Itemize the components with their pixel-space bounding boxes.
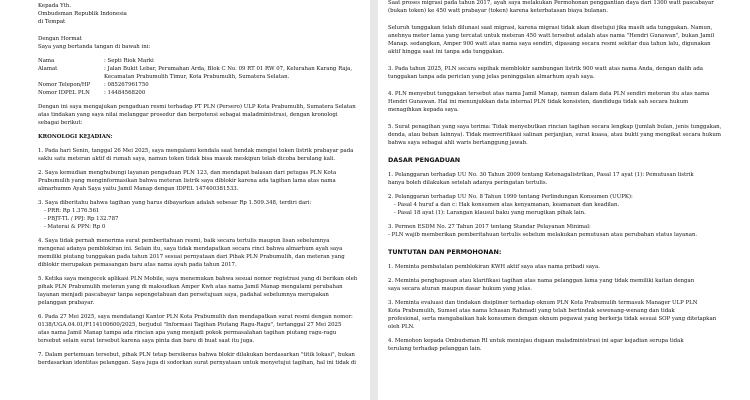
body-line: anehnya meter lama yang tercatat untuk meteran 450 watt tersebut adalah atas nama "Hendri Gunawan", bukan Jamil bbox=[388, 33, 715, 39]
recipient-address-line: di Tempat bbox=[38, 19, 66, 25]
chronology-item-line: 2. Saya kemudian menghubungi layanan pengaduan PLN 123, dan mendapat balasan dari petugas PLN Kota bbox=[38, 170, 337, 176]
identity-key: Nama bbox=[38, 58, 55, 64]
chronology-item-line: bahwa saya sebagai ahli waris bertanggung jawab. bbox=[388, 140, 528, 146]
spacer bbox=[388, 56, 740, 65]
body-line: Manap. sedangkan, Amper 900 watt atas nama saya sendiri, dipasang secara resmi sekitar dua tahun lalu, digunakan bbox=[388, 41, 711, 47]
basis-item-line: 3. Permen ESDM No. 27 Tahun 2017 tentang Standar Pelayanan Minimal: bbox=[388, 224, 591, 230]
spacer bbox=[388, 147, 740, 156]
chronology-item-line: 6. Pada 27 Mei 2025, saya mendatangi Kantor PLN Kota Prabumulih dan mendapatkan surat resmi dengan nomor: bbox=[38, 314, 353, 320]
identity-key bbox=[38, 73, 104, 81]
demand-item-line: profesional, serta mengabaikan hak konsumen dengan oknum pegawai yang berkerja tidak sesuai SOP yang ditetapkan bbox=[388, 316, 717, 322]
chronology-item-line: atas nama Jamil Manap tampa ada rincian apa yang menjadi pokok permasalahan tagihan piutang ragu-ragu bbox=[38, 330, 337, 336]
identity-row bbox=[38, 57, 362, 65]
bill-breakdown-line: - PRR: Rp 1.376.561 bbox=[44, 208, 100, 214]
chronology-item-line: pelanggan prabayar. bbox=[38, 300, 95, 306]
chronology-item-line: saklu satu meteran aktif di rumah saya, namun token tidak bisa masuk meskipun telah dicoba berulang kali. bbox=[38, 156, 336, 162]
letter-page-left bbox=[0, 0, 370, 400]
chronology-item-line: memiliki piutang tunggakan pada tahun 2017 sesuai pernyataan dari Pihak PLN Prabumulih, dan meteran yang bbox=[38, 254, 345, 260]
chronology-item-line: mengenai adanya pemblokiran ini. Selain itu, saya tidak mendapatkan secara rinci bahwa almarhum ayah saya bbox=[38, 246, 343, 252]
identity-row bbox=[38, 89, 362, 97]
basis-item-line: - PLN wajib memberikan pemberitahuan tertulis sebelum melakukan pemutusan atau perubahan status layanan. bbox=[388, 232, 698, 238]
body-line: Seluruh tunggakan telah dilunasi saat migrasi, karena migrasi tidak akan disetujui jika masih ada tunggakan. Namun, bbox=[388, 25, 713, 31]
chronology-item-line: 4. Saya tidak pernah menerima surat pemberitahuan resmi, baik secara tertulis maupun lisan sebelumnya bbox=[38, 238, 330, 244]
purpose-line: sebagai berikut: bbox=[38, 120, 83, 126]
body-line: Saat proses migrasi pada tahun 2017, ayah saya melakukan Permohonan penggantian daya dari 1300 watt pascabayar bbox=[388, 0, 714, 6]
chronology-item-line: 0138/UGA.04.01/F114100600/2025, berjudul "Informasi Tagihan Piutang Ragu-Ragu", tertanggal 27 Mei 2025 bbox=[38, 322, 342, 328]
demand-item-line: oleh PLN. bbox=[388, 324, 415, 330]
body-line: aktif hingga saat ini tanpa ada tunggakan. bbox=[388, 49, 504, 55]
identity-key: Nomor IDPEL PLN bbox=[38, 90, 90, 96]
chronology-item-line: 3. Saya diberitahu bahwa tagihan yang harus dibayarkan adalah sebesar Rp 1.509.348, terdiri dari: bbox=[38, 200, 312, 206]
identity-value: Kecamatan Prabumulih Timur, Kota Prabumulih, Sumatera Selatan. bbox=[104, 74, 290, 80]
demands-title: TUNTUTAN DAN PERMOHONAN: bbox=[388, 248, 502, 256]
chronology-item-line: 4. PLN menyebut tunggakan tersebut atas nama Jamil Manap, namun dalam data PLN sendiri meteran itu atas nama bbox=[388, 91, 710, 97]
chronology-title: KRONOLOGI KEJADIAN: bbox=[38, 134, 113, 140]
bill-breakdown-line: - PBJT-TL / PPJ: Rp 132.787 bbox=[44, 216, 119, 222]
demand-item-line: 4. Memohon kepada Ombudsman RI untuk meninjau dugaan maladministrasi ini agar kejadian serupa tidak bbox=[388, 338, 684, 344]
basis-title: DASAR PENGADUAN bbox=[388, 156, 461, 164]
chronology-item-line: 5. Ketika saya mengecek aplikasi PLN Mobile, saya menemukan bahwa sesuai nomor registrasi yang di berikan oleh bbox=[38, 276, 358, 282]
basis-item-line: hanya boleh dilakukan setelah adanya peringatan tertulis. bbox=[388, 180, 548, 186]
identity-row bbox=[38, 73, 362, 81]
chronology-item-line: Prabumulih yang menginformasikan bahwa meteran listrik saya diblokir karena ada tagihan lama atas nama bbox=[38, 178, 336, 184]
purpose-line: Dengan ini saya mengajukan pengaduan resmi terhadap PT PLN (Persero) ULP Kota Prabumulih, Sumatera Selatan bbox=[38, 104, 356, 110]
basis-item-line: 1. Pelanggaran terhadap UU No. 30 Tahun 2009 tentang Ketenagalistrikan, Pasal 17 ayat (1): Pemutusan listrik bbox=[388, 172, 694, 178]
demand-item-line: terulang terhadap pelanggan lain. bbox=[388, 346, 482, 352]
letter-page-right bbox=[378, 0, 750, 400]
left-column bbox=[38, 0, 362, 367]
chronology-item-line: almarhumm Ayah Saya yaitu Jamil Manap dengan IDPEL 147400381533. bbox=[38, 186, 239, 192]
chronology-item-line: 5. Surat penagihan yang saya terima: Tidak menyebutkan rincian tagihan secara lengkap (jumlah bulan, jenis tunggakan, bbox=[388, 124, 722, 130]
spacer bbox=[38, 26, 362, 35]
chronology-item-line: diblokir merupakan pemasangan baru atas nama ayah pada tahun 2017. bbox=[38, 262, 237, 268]
demand-item-line: 3. Meminta evaluasi dan tindakan disipliner terhadap oknum PLN Kota Prabumulih termasuk Manager ULP PLN bbox=[388, 300, 698, 306]
chronology-item-line: 3. Pada tahun 2025, PLN secara sepihak memblokir sambungan listrik 900 watt atas nama Anda, dengan dalih ada bbox=[388, 66, 703, 72]
chronology-item-line: tersebut selain surat tersebut karena saya pinta dan baru di buat saat itu juga. bbox=[38, 338, 255, 344]
chronology-item-line: menagihkan kepada saya. bbox=[388, 107, 459, 113]
spacer bbox=[388, 81, 740, 90]
identity-key: Alamat bbox=[38, 66, 58, 72]
recipient-address-line: Kepada Yth. bbox=[38, 3, 72, 9]
recipient-address-line: Ombudsman Republik Indonesia bbox=[38, 11, 127, 17]
intro-text: Saya yang bertanda tangan di bawah ini: bbox=[38, 44, 151, 50]
chronology-item-line: denda, atau beban lainnya). Tidak memverifikasi salinan perjanjian, surat kuasa, atau bukti yang mengikat secara hukum bbox=[388, 132, 721, 138]
right-column bbox=[388, 0, 740, 353]
spacer bbox=[388, 114, 740, 123]
demand-item-line: 1. Meminta pembatalan pemblokiran KWH aktif saya atas nama pribadi saya. bbox=[388, 264, 600, 270]
identity-row bbox=[38, 65, 362, 73]
body-line: (bukan token) ke 450 watt prabayar (token) karena keterbatasan biaya bulanan. bbox=[388, 8, 608, 14]
purpose-line: atas tindakan yang saya nilai melanggar prosedur dan berpotensi sebagai maladministrasi, dengan kronologi bbox=[38, 112, 338, 118]
identity-key: Nomor Telepon/HP bbox=[38, 82, 91, 88]
identity-row bbox=[38, 81, 362, 89]
page-gutter bbox=[370, 0, 378, 400]
bill-breakdown-line: - Materai & PPN: Rp 0 bbox=[44, 224, 106, 230]
chronology-item-line: pihak PLN Prabumulih meteran yang di maksudkan Amper Kwh atas nama Jamil Manap mengalami perubahan bbox=[38, 284, 343, 290]
demand-item-line: 2. Meminta penghapusan atau klarifikasi tagihan atas nama pelanggan lama yang tidak memiliki kaitan dengan bbox=[388, 278, 695, 284]
chronology-item-line: tunggakan tanpa ada perician yang jelas peninggalan almarhum ayah saya. bbox=[388, 74, 595, 80]
identity-value: : Septi Riok Marki bbox=[104, 58, 154, 64]
spacer bbox=[388, 15, 740, 24]
demand-item-line: saya secara aturan maupun dasar hukum yang jelas. bbox=[388, 286, 532, 292]
basis-sub-line: - Pasal 4 huruf a dan c: Hak konsumen atas kenyamanan, keamanan dan keadilan. bbox=[394, 202, 620, 208]
chronology-item-line: Hendri Gunawan. Hal ini menunjukkan data internal PLN tidak konsisten, dandiduga tidak sah secara hukum bbox=[388, 99, 689, 105]
chronology-item-line: 7. Dalam pertemuan tersebut, pihak PLN tetap bersikeras bahwa blokir dilakukan berdasarkan "titik lokasi", bukan bbox=[38, 352, 355, 358]
basis-item-line: 2. Pelanggaran terhadap UU No. 8 Tahun 1999 tentang Perlindungan Konsumen (UUPK): bbox=[388, 194, 633, 200]
spacer bbox=[388, 239, 740, 248]
identity-value: : 085267961750 bbox=[104, 82, 149, 88]
chronology-item-line: berdasarkan identitas pelanggan. Saya juga di sodorkan surat pernyataan untuk menyetujui tagihan, hal ini tidak di bbox=[38, 360, 357, 366]
chronology-item-line: layanan menjadi pascabayar tanpa sepengetahuan dan persetujuan saya, padahal sebelumnya merupakan bbox=[38, 292, 329, 298]
chronology-item-line: 1. Pada hari Senin, tanggal 26 Mei 2025, saya mengalami kendala saat hendak mengisi token listrik prabayar pada bbox=[38, 148, 354, 154]
basis-sub-line: - Pasal 18 ayat (1): Larangan klausul baku yang merugikan pihak lain. bbox=[394, 210, 586, 216]
greeting: Dengan Hormat bbox=[38, 36, 82, 42]
identity-value: : 14484568200 bbox=[104, 90, 146, 96]
identity-value: : Jalan Bukit Lebar, Perumahan Arda, Blok C No. 09 RT 01 RW 07, Kelurahan Karang Raja, bbox=[104, 66, 353, 72]
demand-item-line: Kota Prabumulih, Sumsel atas nama Ichasan Rahmadi yang telah bertindak sewenang-wenang dan tidak bbox=[388, 308, 675, 314]
